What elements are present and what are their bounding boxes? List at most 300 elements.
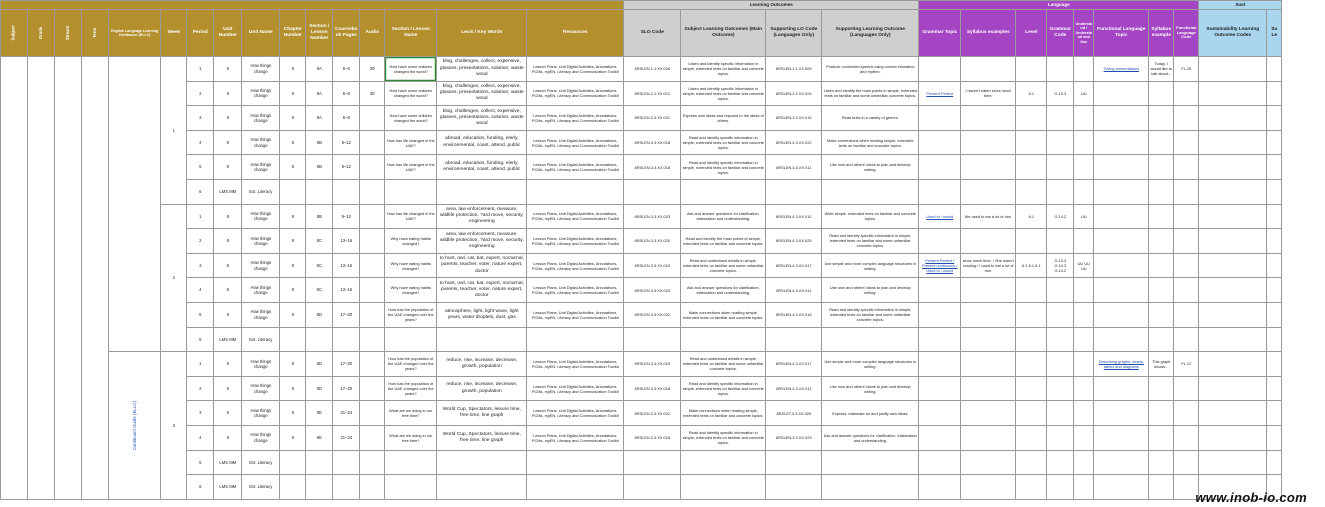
cell-supporting-outcome[interactable] xyxy=(822,450,919,475)
cell-functional-topic[interactable] xyxy=(1094,81,1149,106)
cell-grammar-topic[interactable] xyxy=(919,450,961,475)
cell-slo-code[interactable] xyxy=(624,327,681,352)
cell-subject-outcome[interactable] xyxy=(681,475,766,500)
cell-grammar-code[interactable] xyxy=(1047,475,1074,500)
cell-syllabus-examples[interactable]: I haven't eaten since lunch time. xyxy=(961,81,1016,106)
cell-unit-name[interactable]: How things change xyxy=(242,425,280,450)
cell-grammar-code[interactable] xyxy=(1047,425,1074,450)
cell-resources[interactable]: Lesson Plans, Unit Digital Activities, Annotations, PCMs, myEN, Literacy and Communication Toolkit xyxy=(527,352,624,377)
cell-audio[interactable] xyxy=(360,376,385,401)
cell-syllabus-examples[interactable]: since lunch time. / She wasn't reading / I used to eat a lot of rice. xyxy=(961,253,1016,278)
cell-unit-number[interactable]: LMS MM xyxy=(214,179,242,204)
cell-resources[interactable]: Lesson Plans, Unit Digital Activities, Annotations, PCMs, myEN, Literacy and Communication Toolkit xyxy=(527,229,624,254)
cell-level[interactable] xyxy=(1016,130,1047,155)
cell-period[interactable]: 3 xyxy=(187,401,214,426)
cell-sust-2[interactable] xyxy=(1267,204,1282,229)
cell-slo-code[interactable]: 8RSLEN.3.3.XX.022 xyxy=(624,401,681,426)
cell-supporting-outcome[interactable] xyxy=(822,327,919,352)
cell-level[interactable] xyxy=(1016,376,1047,401)
header-level[interactable]: Level xyxy=(1016,10,1047,57)
cell-slo-code[interactable]: 8RSLEN.3.3.XX.019 xyxy=(624,253,681,278)
cell-sust-codes[interactable] xyxy=(1199,253,1267,278)
cell-unit-name[interactable]: How things change xyxy=(242,401,280,426)
cell-unit-name[interactable]: How things change xyxy=(242,229,280,254)
header-subject[interactable]: Subject xyxy=(1,10,28,57)
cell-syllabus-example[interactable] xyxy=(1149,327,1174,352)
cell-chapter[interactable] xyxy=(280,179,306,204)
cell-supporting-outcome[interactable]: Produce connected speech using correct intonation and rhythm. xyxy=(822,57,919,82)
cell-supporting-outcome[interactable]: Write simple, extended texts on familiar and concrete topics. xyxy=(822,204,919,229)
cell-syllabus-examples[interactable] xyxy=(961,229,1016,254)
cell-subject-outcome[interactable]: Read and identify the main points of simple, extended texts on familiar and concrete topics. xyxy=(681,229,766,254)
cell-subject-outcome[interactable] xyxy=(681,450,766,475)
cell-sust-2[interactable] xyxy=(1267,229,1282,254)
cell-unit-number[interactable]: 8 xyxy=(214,130,242,155)
cell-sust-codes[interactable] xyxy=(1199,302,1267,327)
cell-section[interactable]: 8D xyxy=(306,302,333,327)
cell-level[interactable] xyxy=(1016,352,1047,377)
cell-unit-name[interactable]: How things change xyxy=(242,155,280,180)
cell-sust-2[interactable] xyxy=(1267,106,1282,131)
cell-unit-number[interactable]: 8 xyxy=(214,376,242,401)
cell-week[interactable]: 2 xyxy=(161,204,187,352)
cell-syllabus-examples[interactable] xyxy=(961,106,1016,131)
cell-lesson-name[interactable] xyxy=(385,327,437,352)
cell-resources[interactable]: Lesson Plans, Unit Digital Activities, Annotations, PCMs, myEN, Literacy and Communication Toolkit xyxy=(527,401,624,426)
cell-functional-code[interactable] xyxy=(1174,425,1199,450)
cell-syllabus-examples[interactable]: We used to eat a lot of rice. xyxy=(961,204,1016,229)
cell-functional-topic[interactable] xyxy=(1094,450,1149,475)
cell-audio[interactable] xyxy=(360,352,385,377)
cell-understand-use[interactable] xyxy=(1074,130,1094,155)
cell-subject-outcome[interactable]: Listen and identify specific information in simple, extended texts on familiar and concrete topics. xyxy=(681,57,766,82)
cell-functional-topic[interactable] xyxy=(1094,155,1149,180)
cell-chapter[interactable]: 8 xyxy=(280,204,306,229)
group-header-learning-outcomes[interactable]: Learning Outcomes xyxy=(624,1,919,10)
cell-syllabus-examples[interactable] xyxy=(961,57,1016,82)
cell-grammar-topic[interactable] xyxy=(919,376,961,401)
cell-section[interactable]: 8A xyxy=(306,81,333,106)
header-week[interactable]: Week xyxy=(161,10,187,57)
group-header-language[interactable]: Language xyxy=(919,1,1199,10)
header-term[interactable]: Term xyxy=(82,10,109,57)
cell-resources[interactable] xyxy=(527,327,624,352)
cell-unit-number[interactable]: 8 xyxy=(214,229,242,254)
cell-slo-code[interactable]: 8RSLEN.3.3.XX.023 xyxy=(624,204,681,229)
cell-understand-use[interactable] xyxy=(1074,229,1094,254)
cell-audio[interactable] xyxy=(360,450,385,475)
cell-audio[interactable] xyxy=(360,229,385,254)
cell-section[interactable]: 8E xyxy=(306,425,333,450)
cell-lexis[interactable]: reduce, rise, increase, decrease, growth, population xyxy=(437,376,527,401)
cell-section[interactable]: 8B xyxy=(306,155,333,180)
ellc-link[interactable] xyxy=(109,352,161,500)
cell-resources[interactable]: Lesson Plans, Unit Digital Activities, Annotations, PCMs, myEN, Literacy and Communication Toolkit xyxy=(527,302,624,327)
cell-resources[interactable]: Lesson Plans, Unit Digital Activities, Annotations, PCMs, myEN, Literacy and Communication Toolkit xyxy=(527,57,624,82)
cell-lexis[interactable] xyxy=(437,327,527,352)
cell-period[interactable]: 5 xyxy=(187,450,214,475)
cell-lexis[interactable]: abroad, education, funding, elerly, environmental, coast, attend, public xyxy=(437,155,527,180)
cell-grammar-topic[interactable] xyxy=(919,155,961,180)
cell-chapter[interactable]: 8 xyxy=(280,229,306,254)
cell-grammar-topic[interactable] xyxy=(919,352,961,377)
cell-subject-outcome[interactable]: Make connections when reading simple, extended texts on familiar and concrete topics. xyxy=(681,401,766,426)
cell-resources[interactable]: Lesson Plans, Unit Digital Activities, Annotations, PCMs, myEN, Literacy and Communication Toolkit xyxy=(527,130,624,155)
cell-syllabus-example[interactable] xyxy=(1149,401,1174,426)
cell-understand-use[interactable] xyxy=(1074,327,1094,352)
cell-unit-number[interactable]: LMS MM xyxy=(214,327,242,352)
cell-unit-number[interactable]: 8 xyxy=(214,81,242,106)
cell-grammar-code[interactable] xyxy=(1047,401,1074,426)
cell-supporting-outcome[interactable] xyxy=(822,475,919,500)
cell-subject-outcome[interactable] xyxy=(681,327,766,352)
cell-supporting-lo-code[interactable] xyxy=(766,179,822,204)
cell-period[interactable]: 4 xyxy=(187,425,214,450)
cell-lesson-name[interactable]: What are we doing in our free time? xyxy=(385,425,437,450)
cell-audio[interactable] xyxy=(360,278,385,303)
cell-functional-topic[interactable] xyxy=(1094,229,1149,254)
cell-sust-2[interactable] xyxy=(1267,278,1282,303)
header-unit-name[interactable]: Unit Name xyxy=(242,10,280,57)
cell-unit-name[interactable]: How things change xyxy=(242,57,280,82)
cell-unit-name[interactable]: How things change xyxy=(242,278,280,303)
cell-grammar-code[interactable] xyxy=(1047,278,1074,303)
cell-grammar-code[interactable] xyxy=(1047,179,1074,204)
cell-supporting-outcome[interactable] xyxy=(822,179,919,204)
cell-lesson-name[interactable]: How has the population of the UAE changed over the years? xyxy=(385,302,437,327)
cell-lexis[interactable]: World Cup, Spectators, leisure time, free time, line graph xyxy=(437,401,527,426)
cell-pages[interactable] xyxy=(333,179,360,204)
header-chapter-number[interactable]: Chapter Number xyxy=(280,10,306,57)
cell-functional-topic[interactable] xyxy=(1094,302,1149,327)
cell-supporting-lo-code[interactable]: 8RSLEN.4.3.XX.022 xyxy=(766,130,822,155)
cell-slo-code[interactable] xyxy=(624,179,681,204)
cell-lesson-name[interactable]: Why have eating habits changed? xyxy=(385,253,437,278)
cell-sust-2[interactable] xyxy=(1267,179,1282,204)
cell-slo-code[interactable]: 8RSLEN.3.3.XX.018 xyxy=(624,376,681,401)
cell-lexis[interactable]: blog, challenges, collect, expensive, glasses, presentations, solution, waste wood xyxy=(437,57,527,82)
cell-syllabus-example[interactable] xyxy=(1149,130,1174,155)
cell-sust-codes[interactable] xyxy=(1199,179,1267,204)
cell-unit-number[interactable]: 8 xyxy=(214,302,242,327)
cell-sust-2[interactable] xyxy=(1267,376,1282,401)
cell-period[interactable]: 6 xyxy=(187,179,214,204)
cell-functional-code[interactable] xyxy=(1174,106,1199,131)
cell-audio[interactable] xyxy=(360,130,385,155)
cell-lexis[interactable]: blog, challenges, collect, expensive, glasses, presentations, solution, waste wood xyxy=(437,106,527,131)
cell-sust-2[interactable] xyxy=(1267,57,1282,82)
cell-chapter[interactable]: 8 xyxy=(280,57,306,82)
cell-supporting-lo-code[interactable]: 8RSLEN.4.3.XX.017 xyxy=(766,253,822,278)
cell-period[interactable]: 3 xyxy=(187,106,214,131)
cell-sust-codes[interactable] xyxy=(1199,130,1267,155)
cell-lexis[interactable]: to hunt, owl, cat, bat, expert, nocturnal, parents, teacher, voter, nature expert, doctor xyxy=(437,253,527,278)
cell-period[interactable]: 4 xyxy=(187,278,214,303)
header-section-name[interactable]: Section / Lesson Name xyxy=(385,10,437,57)
cell-stream[interactable] xyxy=(55,57,82,500)
cell-resources[interactable]: Lesson Plans, Unit Digital Activities, Annotations, PCMs, myEN, Literacy and Communication Toolkit xyxy=(527,81,624,106)
cell-pages[interactable]: 21–24 xyxy=(333,425,360,450)
cell-syllabus-example[interactable] xyxy=(1149,179,1174,204)
cell-supporting-lo-code[interactable] xyxy=(766,450,822,475)
cell-lesson-name[interactable]: How have some children changed the world? xyxy=(385,106,437,131)
cell-functional-code[interactable] xyxy=(1174,229,1199,254)
cell-syllabus-example[interactable] xyxy=(1149,81,1174,106)
cell-resources[interactable]: Lesson Plans, Unit Digital Activities, Annotations, PCMs, myEN, Literacy and Communication Toolkit xyxy=(527,155,624,180)
cell-pages[interactable] xyxy=(333,450,360,475)
cell-period[interactable]: 4 xyxy=(187,130,214,155)
cell-sust-2[interactable] xyxy=(1267,302,1282,327)
cell-chapter[interactable]: 8 xyxy=(280,302,306,327)
cell-sust-2[interactable] xyxy=(1267,155,1282,180)
cell-understand-use[interactable] xyxy=(1074,401,1094,426)
cell-chapter[interactable]: 8 xyxy=(280,278,306,303)
cell-chapter[interactable]: 8 xyxy=(280,130,306,155)
cell-sust-2[interactable] xyxy=(1267,401,1282,426)
cell-grammar-topic[interactable] xyxy=(919,302,961,327)
cell-understand-use[interactable] xyxy=(1074,278,1094,303)
header-section-number[interactable]: Section / Lesson Number xyxy=(306,10,333,57)
cell-level[interactable] xyxy=(1016,229,1047,254)
header-sust-codes[interactable]: Sustainability Learning Outcome Codes xyxy=(1199,10,1267,57)
cell-sust-codes[interactable] xyxy=(1199,81,1267,106)
cell-audio[interactable] xyxy=(360,204,385,229)
cell-grammar-topic[interactable] xyxy=(919,57,961,82)
cell-unit-name[interactable]: How things change xyxy=(242,106,280,131)
cell-grammar-code[interactable] xyxy=(1047,130,1074,155)
cell-grammar-topic[interactable] xyxy=(919,425,961,450)
cell-lesson-name[interactable]: Why have eating habits changed? xyxy=(385,229,437,254)
cell-level[interactable] xyxy=(1016,278,1047,303)
cell-resources[interactable]: Lesson Plans, Unit Digital Activities, Annotations, PCMs, myEN, Literacy and Communication Toolkit xyxy=(527,376,624,401)
cell-grade[interactable] xyxy=(28,57,55,500)
cell-grammar-code[interactable] xyxy=(1047,376,1074,401)
cell-resources[interactable] xyxy=(527,179,624,204)
cell-syllabus-example[interactable] xyxy=(1149,204,1174,229)
header-period[interactable]: Period xyxy=(187,10,214,57)
cell-grammar-code[interactable]: G.14.2 xyxy=(1047,204,1074,229)
header-subject-outcomes[interactable]: Subject Learning Outcomes (Main Outcome) xyxy=(681,10,766,57)
cell-sust-codes[interactable] xyxy=(1199,106,1267,131)
cell-pages[interactable]: 21–24 xyxy=(333,401,360,426)
cell-supporting-lo-code[interactable]: 8RSLEN.3.2.XX.015 xyxy=(766,106,822,131)
cell-syllabus-examples[interactable] xyxy=(961,352,1016,377)
cell-unit-name[interactable]: How things change xyxy=(242,302,280,327)
cell-slo-code[interactable]: 8RSLEN.1.1.XX.026 xyxy=(624,57,681,82)
cell-resources[interactable]: Lesson Plans, Unit Digital Activities, Annotations, PCMs, myEN, Literacy and Communication Toolkit xyxy=(527,278,624,303)
cell-sust-2[interactable] xyxy=(1267,130,1282,155)
cell-section[interactable] xyxy=(306,327,333,352)
cell-unit-number[interactable]: LMS MM xyxy=(214,475,242,500)
cell-slo-code[interactable] xyxy=(624,450,681,475)
cell-grammar-code[interactable] xyxy=(1047,57,1074,82)
cell-grammar-topic[interactable] xyxy=(919,475,961,500)
cell-level[interactable] xyxy=(1016,475,1047,500)
cell-lesson-name[interactable]: How has life changed in the UAE? xyxy=(385,155,437,180)
cell-slo-code[interactable]: 8RSLEN.2.1.XX.012 xyxy=(624,81,681,106)
cell-functional-code[interactable] xyxy=(1174,278,1199,303)
cell-unit-name[interactable]: How things change xyxy=(242,253,280,278)
cell-audio[interactable] xyxy=(360,475,385,500)
cell-sust-codes[interactable] xyxy=(1199,327,1267,352)
cell-supporting-lo-code[interactable]: 8RSLEN.4.3.XX.011 xyxy=(766,155,822,180)
cell-understand-use[interactable] xyxy=(1074,450,1094,475)
cell-resources[interactable]: Lesson Plans, Unit Digital Activities, Annotations, PCMs, myEN, Literacy and Communication Toolkit xyxy=(527,106,624,131)
header-resources[interactable]: Resources xyxy=(527,10,624,57)
cell-supporting-lo-code[interactable]: 8RSLEN.4.3.XX.025 xyxy=(766,229,822,254)
cell-audio[interactable] xyxy=(360,179,385,204)
cell-grammar-code[interactable] xyxy=(1047,155,1074,180)
cell-grammar-code[interactable]: G.13.3 G.14.3 G.14.2 xyxy=(1047,253,1074,278)
cell-grammar-topic[interactable]: Present Perfect xyxy=(919,81,961,106)
cell-syllabus-examples[interactable] xyxy=(961,450,1016,475)
cell-syllabus-examples[interactable] xyxy=(961,179,1016,204)
cell-supporting-lo-code[interactable]: 8RSLEN.4.3.XX.017 xyxy=(766,352,822,377)
cell-chapter[interactable]: 8 xyxy=(280,401,306,426)
cell-functional-code[interactable] xyxy=(1174,253,1199,278)
cell-grammar-topic[interactable] xyxy=(919,179,961,204)
cell-supporting-outcome[interactable]: Use own and others' ideas to plan and develop writing. xyxy=(822,278,919,303)
cell-unit-name[interactable]: Ext. Literacy xyxy=(242,475,280,500)
cell-level[interactable] xyxy=(1016,302,1047,327)
cell-section[interactable]: 8B xyxy=(306,204,333,229)
group-header-sustainability[interactable]: Sust xyxy=(1199,1,1282,10)
cell-syllabus-example[interactable] xyxy=(1149,278,1174,303)
cell-section[interactable] xyxy=(306,179,333,204)
header-grammar-topic[interactable]: Grammar Topic xyxy=(919,10,961,57)
cell-pages[interactable]: 5–8 xyxy=(333,106,360,131)
cell-pages[interactable] xyxy=(333,475,360,500)
cell-syllabus-example[interactable] xyxy=(1149,253,1174,278)
cell-slo-code[interactable]: 8RSLEN.3.3.XX.018 xyxy=(624,155,681,180)
cell-supporting-outcome[interactable]: Express, elaborate on and justify own ideas. xyxy=(822,401,919,426)
cell-supporting-outcome[interactable]: Use own and others' ideas to plan and develop writing. xyxy=(822,155,919,180)
cell-supporting-lo-code[interactable]: 8RSLEN.3.3.XX.023 xyxy=(766,425,822,450)
cell-unit-name[interactable]: How things change xyxy=(242,352,280,377)
cell-section[interactable] xyxy=(306,450,333,475)
cell-functional-topic[interactable]: Describing graphs, charts, tables and diagrams xyxy=(1094,352,1149,377)
cell-unit-number[interactable]: 8 xyxy=(214,57,242,82)
cell-chapter[interactable]: 8 xyxy=(280,425,306,450)
cell-level[interactable] xyxy=(1016,425,1047,450)
cell-supporting-lo-code[interactable]: 8RSLET.3.3.XX.025 xyxy=(766,401,822,426)
cell-lesson-name[interactable] xyxy=(385,475,437,500)
cell-lexis[interactable]: atmosphere, light, light wave, light years, water droplets, dust, gas xyxy=(437,302,527,327)
cell-audio[interactable] xyxy=(360,302,385,327)
cell-level[interactable]: 6.1 xyxy=(1016,81,1047,106)
cell-understand-use[interactable] xyxy=(1074,425,1094,450)
cell-grammar-topic[interactable] xyxy=(919,229,961,254)
cell-supporting-lo-code[interactable]: 8RSLEN.2.1.XX.024 xyxy=(766,81,822,106)
cell-resources[interactable] xyxy=(527,475,624,500)
cell-functional-topic[interactable] xyxy=(1094,401,1149,426)
cell-syllabus-examples[interactable] xyxy=(961,425,1016,450)
cell-syllabus-example[interactable] xyxy=(1149,229,1174,254)
cell-supporting-outcome[interactable]: Read and identify specific information in simple, extended texts on familiar and some unfamiliar concrete topics. xyxy=(822,229,919,254)
header-functional-code[interactable]: Functional Language Code xyxy=(1174,10,1199,57)
cell-period[interactable]: 5 xyxy=(187,302,214,327)
cell-lesson-name[interactable] xyxy=(385,450,437,475)
cell-supporting-lo-code[interactable]: 8RSLEN.4.3.XX.011 xyxy=(766,278,822,303)
cell-period[interactable]: 1 xyxy=(187,352,214,377)
cell-unit-name[interactable]: How things change xyxy=(242,376,280,401)
cell-audio[interactable] xyxy=(360,425,385,450)
cell-subject-outcome[interactable] xyxy=(681,179,766,204)
cell-sust-codes[interactable] xyxy=(1199,229,1267,254)
cell-lesson-name[interactable]: Why have eating habits changed? xyxy=(385,278,437,303)
cell-functional-code[interactable] xyxy=(1174,327,1199,352)
cell-subject-outcome[interactable]: Read and identify specific information in simple, extended texts on familiar and concrete topics. xyxy=(681,155,766,180)
cell-period[interactable]: 5 xyxy=(187,155,214,180)
cell-understand-use[interactable] xyxy=(1074,57,1094,82)
cell-syllabus-example[interactable]: Today, I would like to talk about... xyxy=(1149,57,1174,82)
cell-unit-number[interactable]: 8 xyxy=(214,253,242,278)
cell-lexis[interactable] xyxy=(437,179,527,204)
cell-pages[interactable]: 9–12 xyxy=(333,155,360,180)
cell-syllabus-examples[interactable] xyxy=(961,376,1016,401)
cell-grammar-code[interactable] xyxy=(1047,450,1074,475)
cell-sust-2[interactable] xyxy=(1267,352,1282,377)
cell-level[interactable] xyxy=(1016,106,1047,131)
cell-understand-use[interactable] xyxy=(1074,376,1094,401)
cell-week[interactable]: 1 xyxy=(161,57,187,205)
cell-supporting-outcome[interactable]: Read and identify specific information in simple, extended texts on familiar and some unfamiliar concrete topics. xyxy=(822,302,919,327)
cell-lexis[interactable]: to hunt, owl, cat, bat, expert, nocturnal, parents, teacher, voter, nature expert, doctor xyxy=(437,278,527,303)
cell-sust-codes[interactable] xyxy=(1199,155,1267,180)
cell-lesson-name[interactable]: What are we doing in our free time? xyxy=(385,401,437,426)
cell-pages[interactable]: 13–16 xyxy=(333,253,360,278)
cell-sust-codes[interactable] xyxy=(1199,57,1267,82)
cell-understand-use[interactable] xyxy=(1074,179,1094,204)
cell-level[interactable] xyxy=(1016,327,1047,352)
cell-section[interactable]: 8D xyxy=(306,352,333,377)
header-functional-topic[interactable]: Functional Language Topic xyxy=(1094,10,1149,57)
cell-chapter[interactable]: 8 xyxy=(280,253,306,278)
cell-grammar-topic[interactable]: Present Perfect / Present continuous / Used to / would xyxy=(919,253,961,278)
cell-audio[interactable] xyxy=(360,401,385,426)
cell-subject-outcome[interactable]: Listen and identify specific information in simple, extended texts on familiar and concrete topics. xyxy=(681,81,766,106)
cell-resources[interactable] xyxy=(527,450,624,475)
cell-level[interactable]: 6.1 6.1 6.1 xyxy=(1016,253,1047,278)
cell-grammar-topic[interactable] xyxy=(919,130,961,155)
cell-audio[interactable]: 30 xyxy=(360,81,385,106)
cell-sust-2[interactable] xyxy=(1267,253,1282,278)
cell-unit-number[interactable]: 8 xyxy=(214,401,242,426)
cell-slo-code[interactable]: 8RSLEN.3.3.XX.018 xyxy=(624,130,681,155)
header-understand-use[interactable]: Understand / Understand and Use xyxy=(1074,10,1094,57)
cell-lexis[interactable] xyxy=(437,450,527,475)
cell-resources[interactable]: Lesson Plans, Unit Digital Activities, Annotations, PCMs, myEN, Literacy and Communication Toolkit xyxy=(527,253,624,278)
cell-subject-outcome[interactable]: Read and identify specific information in simple, extended texts on familiar and concrete topics. xyxy=(681,425,766,450)
cell-lexis[interactable]: area, law enforcement, measure, wildlife protection, ?ard move, security, engineering xyxy=(437,229,527,254)
header-sust-2[interactable]: Su Le xyxy=(1267,10,1282,57)
cell-section[interactable]: 8A xyxy=(306,106,333,131)
cell-audio[interactable] xyxy=(360,155,385,180)
header-lexis[interactable]: Lexis / Key Words xyxy=(437,10,527,57)
cell-syllabus-example[interactable] xyxy=(1149,302,1174,327)
cell-functional-topic[interactable] xyxy=(1094,130,1149,155)
cell-unit-name[interactable]: Ext. Literacy xyxy=(242,327,280,352)
cell-sust-codes[interactable] xyxy=(1199,204,1267,229)
cell-understand-use[interactable] xyxy=(1074,155,1094,180)
cell-understand-use[interactable] xyxy=(1074,106,1094,131)
cell-unit-name[interactable]: Ext. Literacy xyxy=(242,179,280,204)
cell-term[interactable] xyxy=(82,57,109,500)
cell-slo-code[interactable]: 8RSLEN.3.3.XX.020 xyxy=(624,229,681,254)
cell-unit-name[interactable]: How things change xyxy=(242,204,280,229)
cell-grammar-topic[interactable]: Used to / would xyxy=(919,204,961,229)
cell-pages[interactable]: 9–12 xyxy=(333,204,360,229)
